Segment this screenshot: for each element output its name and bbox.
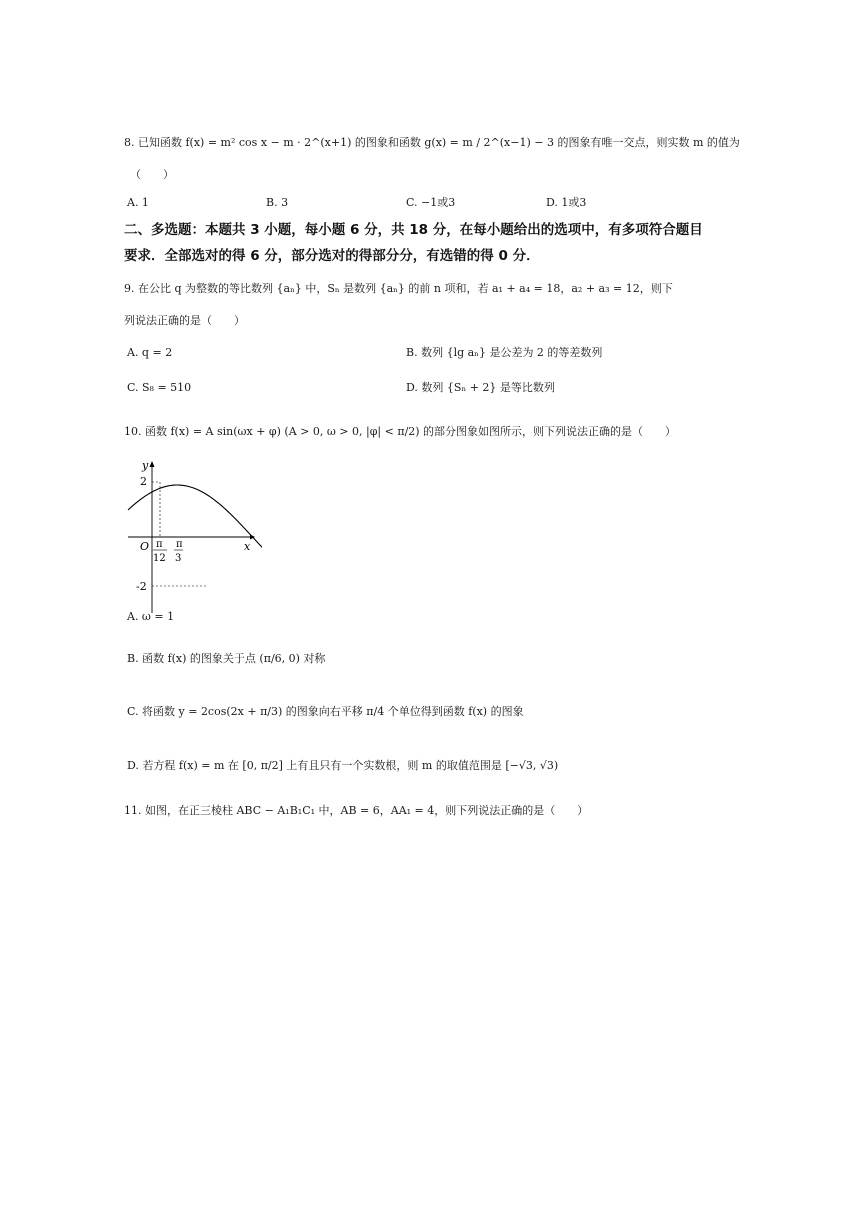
tick2-numerator: π xyxy=(176,539,183,550)
q9-stem-line1: 9. 在公比 q 为整数的等比数列 {aₙ} 中，Sₙ 是数列 {aₙ} 的前 n 项和，若 a₁ + a₄ = 18，a₂ + a₃ = 12，则下 xyxy=(124,282,673,295)
q9-option-c: C. S₈ = 510 xyxy=(127,381,192,394)
y-axis-arrow xyxy=(150,461,155,467)
x-axis-label: x xyxy=(244,540,251,553)
q9-option-a: A. q = 2 xyxy=(127,346,173,359)
q11-stem: 11. 如图，在正三棱柱 ABC − A₁B₁C₁ 中，AB = 6，AA₁ = 4，则下列说法正确的是（ ） xyxy=(124,804,589,817)
tick1-denominator: 12 xyxy=(153,553,166,564)
origin-label: O xyxy=(140,540,150,553)
tick2-denominator: 3 xyxy=(175,553,182,564)
y-min-label: -2 xyxy=(136,580,147,593)
q10-option-c: C. 将函数 y = 2cos(2x + π/3) 的图象向右平移 π/4 个单位得到函数 f(x) 的图象 xyxy=(127,705,524,718)
q8-option-b: B. 3 xyxy=(266,196,289,209)
q8-stem: 8. 已知函数 f(x) = m² cos x − m · 2^(x+1) 的图象和函数 g(x) = m / 2^(x−1) − 3 的图象有唯一交点，则实数 m 的值为 xyxy=(124,136,740,149)
q10-option-b: B. 函数 f(x) 的图象关于点 (π/6, 0) 对称 xyxy=(127,652,326,665)
section-heading-line1: 二、多选题：本题共 3 小题，每小题 6 分，共 18 分，在每小题给出的选项中，有多项符合题目 xyxy=(124,222,703,238)
q9-stem-line2: 列说法正确的是（ ） xyxy=(124,314,245,327)
y-max-label: 2 xyxy=(140,475,147,488)
q9-option-d: D. 数列 {Sₙ + 2} 是等比数列 xyxy=(406,381,555,394)
q8-option-d: D. 1或3 xyxy=(546,196,587,209)
section-heading-line2: 要求．全部选对的得 6 分，部分选对的得部分分，有选错的得 0 分． xyxy=(124,248,540,264)
q8-option-c: C. −1或3 xyxy=(406,196,456,209)
y-axis-label: y xyxy=(142,459,149,472)
q10-option-d: D. 若方程 f(x) = m 在 [0, π/2] 上有且只有一个实数根，则 m 的取值范围是 [−√3, √3) xyxy=(127,759,559,772)
q10-stem: 10. 函数 f(x) = A sin(ωx + φ) (A > 0, ω > 0, |φ| < π/2) 的部分图象如图所示，则下列说法正确的是（ ） xyxy=(124,425,677,438)
q10-option-a: A. ω = 1 xyxy=(127,610,175,623)
q8-option-a: A. 1 xyxy=(127,196,149,209)
q9-option-b: B. 数列 {lg aₙ} 是公差为 2 的等差数列 xyxy=(406,346,603,359)
tick1-numerator: π xyxy=(156,539,163,550)
q10-sine-graph xyxy=(122,455,262,615)
q8-answer-paren: （ ） xyxy=(130,168,174,181)
